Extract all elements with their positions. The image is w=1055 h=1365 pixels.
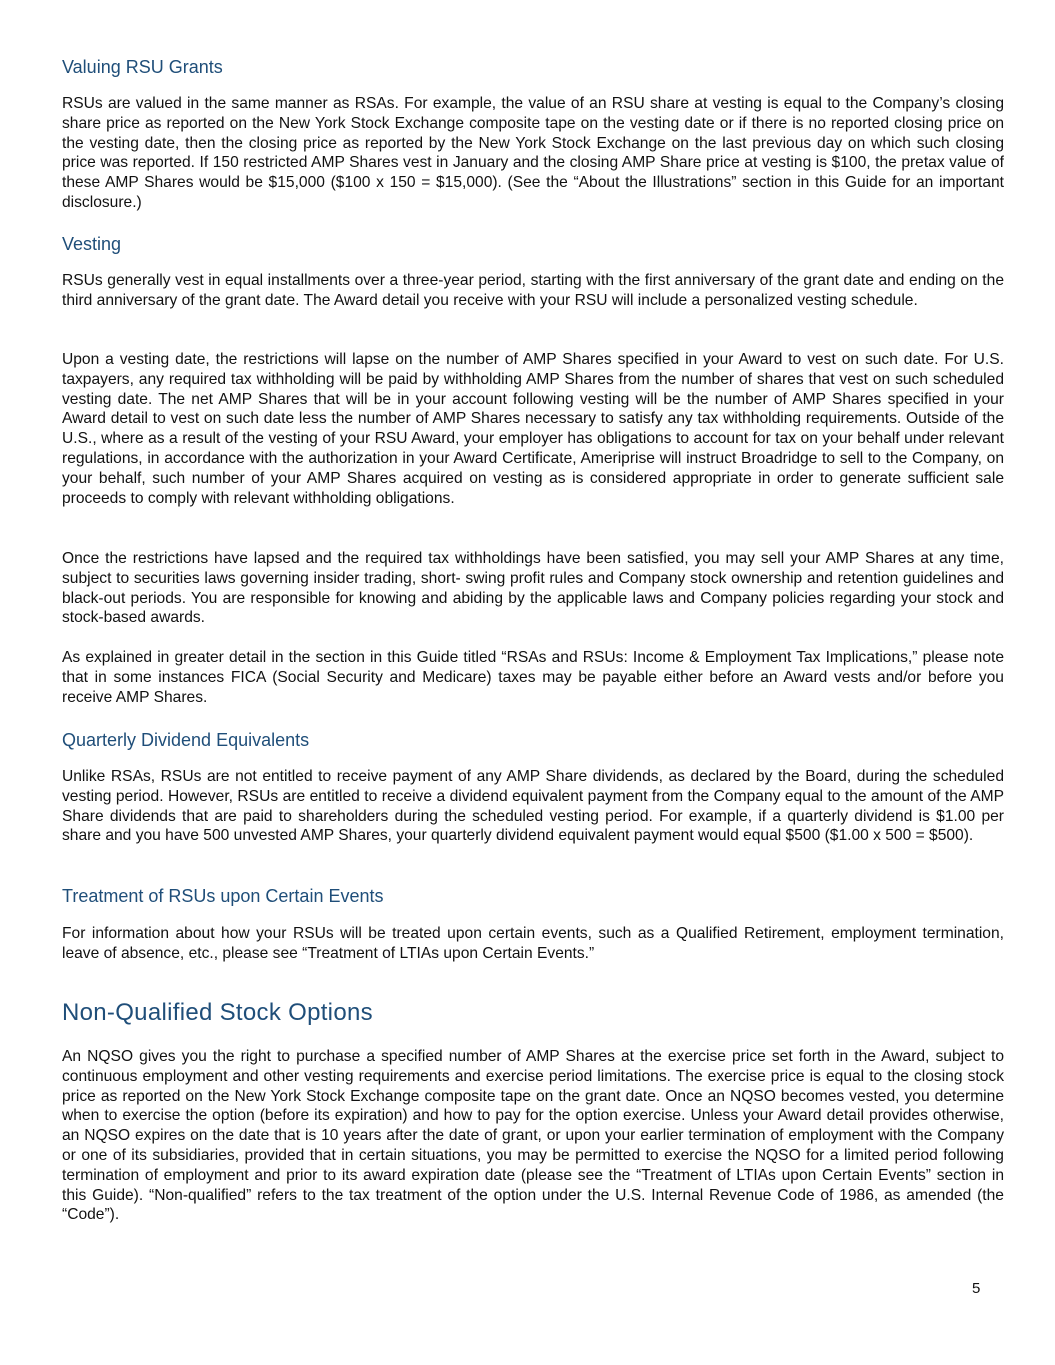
heading-vesting: Vesting [62, 234, 122, 254]
paragraph-valuing: RSUs are valued in the same manner as RSAs. For example, the value of an RSU share at vesting is equal to the Company’s closing share price as reported on the New York Stock Exchange composite tape on the vesting date or if there is no reported closing price on the vesting date, then the closing price as reported by the New York Stock Exchange on the last previous day on which such closing price was reported. If 150 restricted AMP Shares vest in January and the closing AMP Share price at vesting is $100, the pretax value of these AMP Shares would be $15,000 ($100 x 150 = $15,000). (See the “About the Illustrations” section in this Guide for an important disclosure.) [62, 95, 1004, 211]
page-number: 5 [972, 1280, 981, 1297]
paragraph-vesting-3: Once the restrictions have lapsed and the required tax withholdings have been satisfied, you may sell your AMP Shares at any time, subject to securities laws governing insider trading, short- swing profit rules and Company stock ownership and retention guidelines and black-out periods. You are responsible for knowing and abiding by the applicable laws and Company policies regarding your stock and stock-based awards. [62, 550, 1004, 627]
paragraph-treatment: For information about how your RSUs will be treated upon certain events, such as a Qualified Retirement, employment termination, leave of absence, etc., please see “Treatment of LTIAs upon Certain Events.” [62, 925, 1004, 962]
paragraph-vesting-1: RSUs generally vest in equal installments over a three-year period, starting with the first anniversary of the grant date and ending on the third anniversary of the grant date. The Award detail you receive with your RSU will include a personalized vesting schedule. [62, 272, 1004, 309]
paragraph-nqso: An NQSO gives you the right to purchase a specified number of AMP Shares at the exercise price set forth in the Award, subject to continuous employment and other vesting requirements and exercise period limitations. The exercise price is equal to the closing stock price as reported on the New York Stock Exchange composite tape on the grant date. Once an NQSO becomes vested, you determine when to exercise the option (before its expiration) and how to pay for the option exercise. Unless your Award detail provides otherwise, an NQSO expires on the date that is 10 years after the date of grant, or upon your earlier termination of employment with the Company or one of its subsidiaries, provided that in certain situations, you may be permitted to exercise the NQSO for a limited period following termination of employment and prior to its award expiration date (please see the “Treatment of LTIAs upon Certain Events” section in this Guide). “Non-qualified” refers to the tax treatment of the option under the U.S. Internal Revenue Code of 1986, as amended (the “Code”). [62, 1048, 1004, 1224]
paragraph-vesting-4: As explained in greater detail in the section in this Guide titled “RSAs and RSUs: Income & Employment Tax Implications,” please note that in some instances FICA (Social Security and Medicare) taxes may be payable either before an Award vests and/or before you receive AMP Shares. [62, 649, 1004, 706]
heading-treatment-of-rsus: Treatment of RSUs upon Certain Events [62, 886, 384, 906]
paragraph-dividend: Unlike RSAs, RSUs are not entitled to receive payment of any AMP Share dividends, as declared by the Board, during the scheduled vesting period. However, RSUs are entitled to receive a dividend equivalent payment from the Company equal to the amount of the AMP Share dividends that are paid to shareholders during the scheduled vesting period. For example, if a quarterly dividend is $1.00 per share and you have 500 unvested AMP Shares, your quarterly dividend equivalent payment would equal $500 ($1.00 x 500 = $500). [62, 768, 1004, 845]
heading-quarterly-dividend-equivalents: Quarterly Dividend Equivalents [62, 730, 310, 750]
heading-non-qualified-stock-options: Non-Qualified Stock Options [62, 999, 373, 1026]
paragraph-vesting-2: Upon a vesting date, the restrictions will lapse on the number of AMP Shares specified in your Award to vest on such date. For U.S. taxpayers, any required tax withholding will be paid by withholding AMP Shares from the number of shares that vest on such scheduled vesting date. The net AMP Shares that will be in your account following vesting will be the number of AMP Shares specified in your Award detail to vest on such date less the number of AMP Shares necessary to satisfy any tax withholding requirements. Outside of the U.S., where as a result of the vesting of your RSU Award, your employer has obligations to account for tax on your behalf under relevant regulations, in accordance with the authorization in your Award Certificate, Ameriprise will instruct Broadridge to sell to the Company, on your behalf, such number of your AMP Shares acquired on vesting as is considered appropriate in order to generate sufficient sale proceeds to comply with relevant withholding obligations. [62, 351, 1004, 507]
heading-valuing-rsu-grants: Valuing RSU Grants [62, 57, 223, 77]
